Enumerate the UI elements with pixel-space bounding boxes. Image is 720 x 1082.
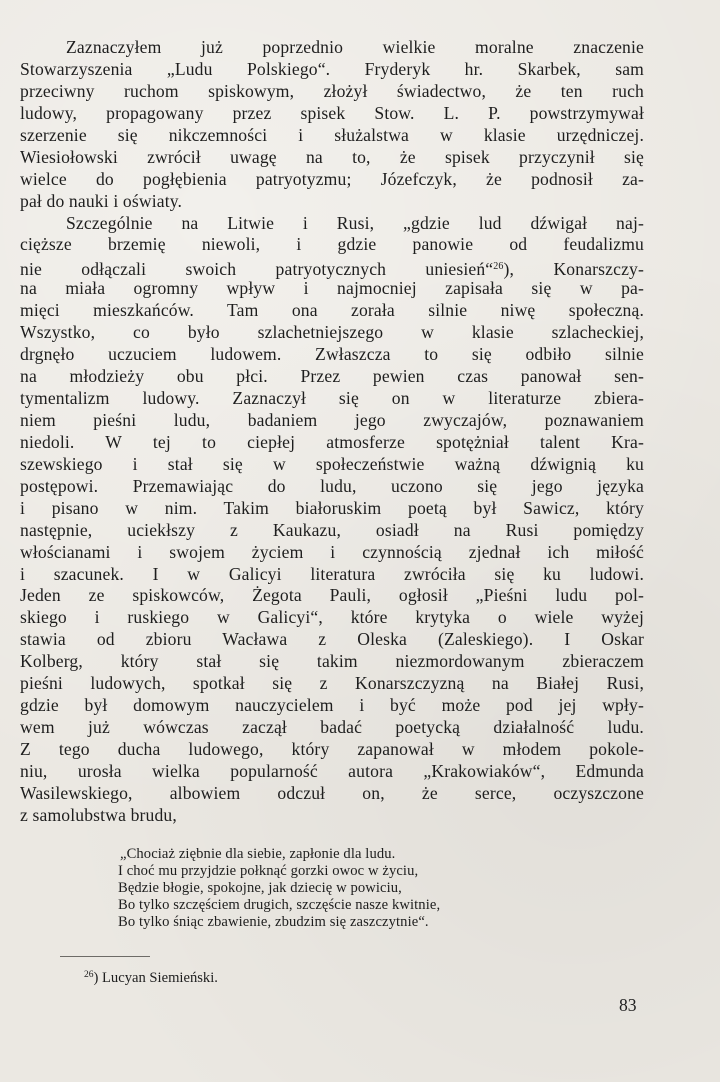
text-line: niu, urosła wielka popularność autora „Krakowiaków“, Edmunda [20,760,644,781]
text-line: na młodzieży obu płci. Przez pewien czas panował sen- [20,366,644,387]
text-line: stawia od zbioru Wacława z Oleska (Zaleskiego). I Oskar [20,629,644,650]
text-line-start: nie odłączali swoich patryotycznych uniesień“ [20,259,494,280]
text-line: na miała ogromny wpływ i najmocniej zapisała się w pa- [20,278,644,299]
text-line: i pisano w nim. Takim białoruskim poetą był Sawicz, który [20,497,644,518]
text-line: włościanami i swojem życiem i czynnością zjednał ich miłość [20,541,644,562]
footnote-text: ) Lucyan Siemieński. [93,970,218,986]
text-line: tymentalizm ludowy. Zaznaczył się on w literaturze zbiera- [20,388,644,408]
text-line: drgnęło uczuciem ludowem. Zwłaszcza to się odbiło silnie [20,344,644,365]
text-line: pieśni ludowych, spotkał się z Konarszczyzną na Białej Rusi, [20,673,644,694]
footnote-divider [60,956,150,957]
text-line: skiego i ruskiego w Galicyi“, które krytyka o wiele wyżej [20,607,644,628]
text-line: z samolubstwa brudu, [20,804,177,825]
text-line: Kolberg, który stał się takim niezmordowanym zbieraczem [20,651,644,672]
text-line: Stowarzyszenia „Ludu Polskiego“. Fryderyk hr. Skarbek, sam [20,58,644,79]
text-line: szewskiego i stał się w społeczeństwie ważną dźwignią ku [20,453,644,474]
text-line: Wszystko, co było szlachetniejszego w klasie szlacheckiej, [20,322,644,343]
text-line: cięższe brzemię niewoli, i gdzie panowie od feudalizmu [20,234,644,255]
text-line: Zaznaczyłem już poprzednio wielkie moralne znaczenie [66,37,644,57]
text-line-end: ), Konarszczy- [503,259,644,280]
poem-line: I choć mu przyjdzie połknąć gorzki owoc w życiu, [118,863,419,880]
text-line: Wasilewskiego, albowiem odczuł on, że serce, oczyszczone [20,782,644,803]
text-line: i szacunek. I w Galicyi literatura zwróciła się ku ludowi. [20,563,644,584]
text-line: Wiesiołowski zwrócił uwagę na to, że spisek przyczynił się [20,146,644,167]
footnote-reference: 26 [493,261,504,273]
text-line: wem już wówczas zaczął badać poetycką działalność ludu. [20,717,644,738]
text-line: pał do nauki i oświaty. [20,190,183,211]
poem-line: Bo tylko szczęściem drugich, szczęście nasze kwitnie, [118,897,441,914]
text-line: następnie, uciekłszy z Kaukazu, osiadł na Rusi pomiędzy [20,519,644,540]
text-line: Z tego ducha ludowego, który zapanował w młodem pokole- [20,739,644,759]
text-line: Szczególnie na Litwie i Rusi, „gdzie lud dźwigał naj- [66,212,644,233]
text-line: niedoli. W tej to ciepłej atmosferze spotężniał talent Kra- [20,431,644,452]
text-line: Jeden ze spiskowców, Żegota Pauli, ogłosił „Pieśni ludu pol- [20,585,644,606]
text-line: wielce do pogłębienia patryotyzmu; Józefczyk, że podnosił za- [20,168,644,189]
poem-line: Będzie błogie, spokojne, jak dziecię w powiciu, [118,880,402,897]
text-line: szerzenie się nikczemności i służalstwa w klasie urzędniczej. [20,124,644,145]
text-line: postępowi. Przemawiając do ludu, uczono się jego języka [20,475,644,496]
text-line: mięci mieszkańców. Tam ona zorała silnie niwę społeczną. [20,300,644,321]
poem-line: „Chociaż ziębnie dla siebie, zapłonie dla ludu. [120,846,396,862]
poem-quotation [118,846,598,931]
footnote [84,966,218,987]
footnote-marker: 26 [84,970,94,980]
text-line: przeciwny ruchom spiskowym, złożył świadectwo, że ten ruch [20,80,644,101]
text-line-with-reference [20,256,644,278]
text-line: gdzie był domowym nauczycielem i być może pod jej wpły- [20,695,644,716]
page-number: 83 [619,995,637,1015]
text-line: niem pieśni ludu, badaniem jego zwyczajów, poznawaniem [20,409,644,430]
main-text-block [20,37,644,827]
poem-line: Bo tylko śniąc zbawienie, zbudzim się zaszczytnie“. [118,914,429,931]
text-line: ludowy, propagowany przez spisek Stow. L. P. powstrzymywał [20,102,644,123]
